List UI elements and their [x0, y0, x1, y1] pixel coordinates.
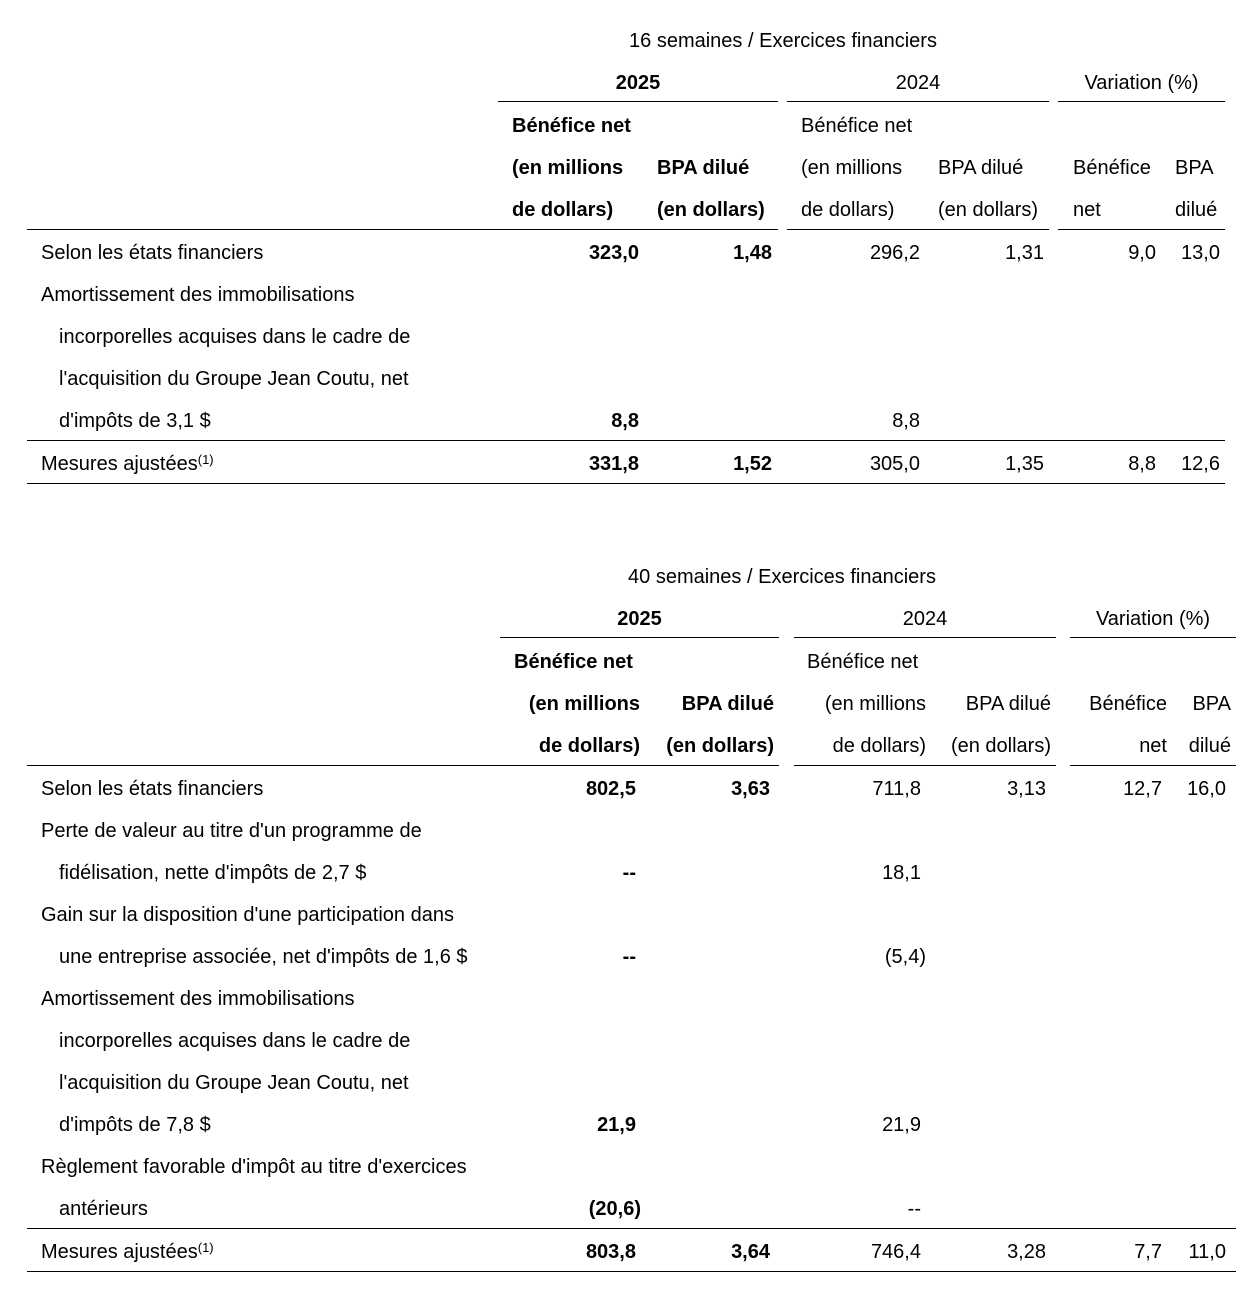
- cell-net-2025: 8,8: [611, 410, 639, 432]
- col-header-bpa-2025: BPA dilué: [657, 157, 750, 179]
- row-label: Règlement favorable d'impôt au titre d'exercices: [41, 1156, 467, 1178]
- cell-net-2025: --: [622, 946, 636, 968]
- col-header-net-2025: Bénéfice net: [512, 115, 631, 137]
- cell-net-2024: 296,2: [869, 242, 920, 264]
- cell-net-2024: 746,4: [870, 1241, 921, 1263]
- row-label: incorporelles acquises dans le cadre de: [59, 326, 411, 348]
- header-bottom-rule: [1058, 229, 1225, 230]
- year-2024-header: 2024: [895, 72, 941, 94]
- col-header-bpa-2024: (en dollars): [938, 199, 1039, 221]
- rule-2025: [500, 637, 779, 638]
- cell-bpa-2024: 1,31: [1005, 242, 1044, 264]
- cell-bpa-2024: 3,28: [1007, 1241, 1046, 1263]
- variation-header: Variation (%): [1095, 608, 1211, 630]
- cell-var-net: 8,8: [1128, 453, 1156, 475]
- col-header-var-bpa: dilué: [1175, 199, 1218, 221]
- cell-net-2024: 21,9: [882, 1114, 921, 1136]
- col-header-var-bpa: BPA: [1192, 693, 1231, 715]
- cell-net-2024: (5,4): [884, 946, 926, 968]
- row-label-total: Mesures ajustées$^{(1)}$: [41, 1240, 214, 1263]
- header-bottom-rule: [1070, 765, 1236, 766]
- col-header-net-2025: (en millions: [512, 157, 624, 179]
- col-header-net-2025: de dollars): [512, 199, 614, 221]
- header-bottom-rule: [27, 229, 778, 230]
- row-label: Selon les états financiers: [41, 778, 264, 800]
- row-label: Amortissement des immobilisations: [41, 988, 355, 1010]
- cell-net-2025: 802,5: [585, 778, 636, 800]
- total-top-rule: [27, 1228, 1236, 1229]
- cell-net-2025: 323,0: [588, 242, 639, 264]
- cell-bpa-2025: 3,64: [731, 1241, 770, 1263]
- col-header-net-2024: de dollars): [832, 735, 926, 757]
- cell-bpa-2025: 1,52: [733, 453, 772, 475]
- header-bottom-rule: [794, 765, 1056, 766]
- cell-var-bpa: 11,0: [1188, 1241, 1226, 1263]
- cell-net-2025: 331,8: [588, 453, 639, 475]
- row-label: Amortissement des immobilisations: [41, 284, 355, 306]
- row-label-total: Mesures ajustées$^{(1)}$: [41, 452, 214, 475]
- period-title: 16 semaines / Exercices financiers: [629, 30, 937, 52]
- col-header-bpa-2024: BPA dilué: [938, 157, 1024, 179]
- cell-var-bpa: 13,0: [1181, 242, 1220, 264]
- cell-net-2024: 18,1: [882, 862, 921, 884]
- table-bottom-rule: [27, 483, 1225, 484]
- col-header-net-2024: (en millions: [824, 693, 926, 715]
- col-header-net-2024: Bénéfice net: [807, 651, 919, 673]
- row-label: d'impôts de 7,8 $: [59, 1114, 211, 1136]
- year-2025-header: 2025: [615, 72, 661, 94]
- row-label: d'impôts de 3,1 $: [59, 410, 211, 432]
- row-label: incorporelles acquises dans le cadre de: [59, 1030, 411, 1052]
- cell-net-2025: 803,8: [585, 1241, 636, 1263]
- col-header-net-2024: de dollars): [801, 199, 895, 221]
- footnote-marker: (1): [197, 452, 214, 467]
- cell-net-2025: --: [622, 862, 636, 884]
- col-header-bpa-2024: BPA dilué: [965, 693, 1051, 715]
- period-title: 40 semaines / Exercices financiers: [628, 566, 936, 588]
- total-top-rule: [27, 440, 1225, 441]
- cell-net-2024: 305,0: [869, 453, 920, 475]
- rule-variation: [1058, 101, 1225, 102]
- rule-variation: [1070, 637, 1236, 638]
- cell-net-2024: --: [907, 1198, 921, 1220]
- col-header-var-bpa: BPA: [1175, 157, 1214, 179]
- cell-var-net: 7,7: [1134, 1241, 1162, 1263]
- col-header-bpa-2025: BPA dilué: [681, 693, 774, 715]
- col-header-bpa-2025: (en dollars): [657, 199, 765, 221]
- cell-net-2024: 8,8: [892, 410, 920, 432]
- cell-bpa-2024: 1,35: [1005, 453, 1044, 475]
- header-bottom-rule: [27, 765, 779, 766]
- col-header-bpa-2024: (en dollars): [950, 735, 1051, 757]
- col-header-net-2024: (en millions: [801, 157, 903, 179]
- rule-2024: [787, 101, 1049, 102]
- cell-var-bpa: 16,0: [1187, 778, 1226, 800]
- col-header-var-net: Bénéfice: [1073, 157, 1151, 179]
- cell-var-bpa: 12,6: [1181, 453, 1220, 475]
- col-header-var-net: Bénéfice: [1089, 693, 1167, 715]
- row-label: antérieurs: [59, 1198, 148, 1220]
- footnote-marker: (1): [197, 1240, 214, 1255]
- row-label: une entreprise associée, net d'impôts de 1,6 $: [59, 946, 468, 968]
- col-header-var-bpa: dilué: [1188, 735, 1231, 757]
- col-header-net-2024: Bénéfice net: [801, 115, 913, 137]
- row-label: l'acquisition du Groupe Jean Coutu, net: [59, 368, 409, 390]
- col-header-bpa-2025: (en dollars): [666, 735, 774, 757]
- col-header-net-2025: Bénéfice net: [514, 651, 633, 673]
- row-label: l'acquisition du Groupe Jean Coutu, net: [59, 1072, 409, 1094]
- cell-net-2025: (20,6): [588, 1198, 641, 1220]
- cell-net-2025: 21,9: [597, 1114, 636, 1136]
- col-header-net-2025: (en millions: [528, 693, 640, 715]
- year-2025-header: 2025: [617, 608, 662, 630]
- year-2024-header: 2024: [902, 608, 948, 630]
- cell-bpa-2025: 1,48: [733, 242, 772, 264]
- cell-var-net: 9,0: [1128, 242, 1156, 264]
- cell-bpa-2025: 3,63: [731, 778, 770, 800]
- table-bottom-rule: [27, 1271, 1236, 1272]
- cell-var-net: 12,7: [1123, 778, 1162, 800]
- col-header-net-2025: de dollars): [538, 735, 640, 757]
- row-label: Gain sur la disposition d'une participation dans: [41, 904, 454, 926]
- cell-net-2024: 711,8: [872, 778, 921, 800]
- header-bottom-rule: [787, 229, 1049, 230]
- rule-2025: [498, 101, 778, 102]
- rule-2024: [794, 637, 1056, 638]
- row-label: Perte de valeur au titre d'un programme de: [41, 820, 422, 842]
- col-header-var-net: net: [1139, 735, 1167, 757]
- cell-bpa-2024: 3,13: [1007, 778, 1046, 800]
- row-label: Selon les états financiers: [41, 242, 264, 264]
- col-header-var-net: net: [1073, 199, 1101, 221]
- variation-header: Variation (%): [1084, 72, 1199, 94]
- row-label: fidélisation, nette d'impôts de 2,7 $: [59, 862, 367, 884]
